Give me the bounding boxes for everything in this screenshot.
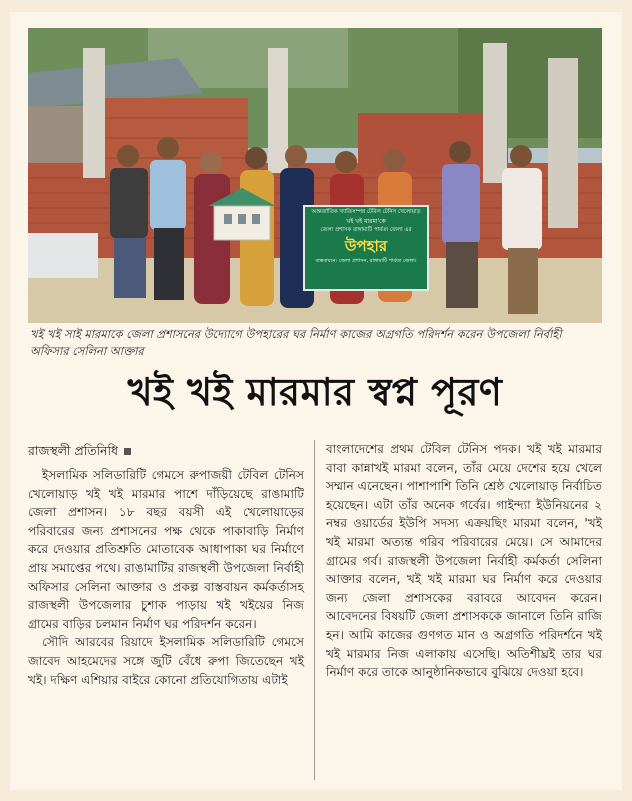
paragraph: সৌদি আরবের রিয়াদে ইসলামিক সলিডারিটি গেমসে জাবেদ আহমেদের সঙ্গে জুটি বেঁধে রুপা জিতেছেন খই খই। দক্ষিণ এশিয়ার বাইরে কোনো প্রতিযোগিতায় এটাই xyxy=(28,635,304,687)
square-bullet-icon xyxy=(124,448,131,455)
headline: খই খই মারমার স্বপ্ন পূরণ xyxy=(127,369,503,414)
article-column-left xyxy=(28,440,304,689)
paragraph: ইসলামিক সলিডারিটি গেমসে রুপাজয়ী টেবিল টেনিস খেলোয়াড় খই খই মারমার পাশে দাঁড়িয়েছে রাঙামাটি জেলা প্রশাসন। ১৮ বছর বয়সী এই খেলোয়াড়ের পরিবারের জন্য প্রশাসনের পক্ষ থেকে পাকাবাড়ি নির্মাণ করে দেওয়ার প্রতিশ্রুতি মোতাবেক আধাপাকা ঘর নির্মাণে প্রায় সমাপ্তের পথে। রাঙামাটির রাজস্থলী উপজেলা নির্বাহী অফিসার সেলিনা আক্তার ও প্রকল্প বাস্তবায়ন কর্মকর্তাসহ রাজস্থলী উপজেলার চুশাক পাড়ায় খই খইয়ের নিজ গ্রামের বাড়ির চলমান নির্মাণ ঘর পরিদর্শন করেন। xyxy=(28,468,304,631)
sign-line-2: খই খই মারমা'কে xyxy=(346,218,386,225)
byline-text: রাজস্থলী প্রতিনিধি xyxy=(28,443,118,458)
sign-line-3: জেলা প্রশাসক রাঙ্গামাটি পার্বত্য জেলা এর xyxy=(320,227,412,233)
sign-line-1: আন্তর্জাতিক খ্যাতিসম্পন্ন টেবিল টেনিস খেলোয়াড় xyxy=(311,209,421,215)
sign-title: উপহার xyxy=(344,237,388,255)
column-divider xyxy=(314,440,315,780)
byline xyxy=(28,440,304,462)
paragraph: বাংলাদেশের প্রথম টেবিল টেনিস পদক। খই খই মারমার বাবা কান্নাখই মারমা বলেন, তাঁর মেয়ে দেশের হয়ে খেলে সম্মান এনেছেন। পাশাপাশি তিনি শ্রেষ্ঠ খেলোয়াড় নির্বাচিত হয়েছেন। এটা তাঁর অনেক গর্বের। গাইন্দ্যা ইউনিয়নের ২ নম্বর ওয়ার্ডের ইউপি সদস্য এক্রয়ছিং মারমা বলেন, 'খই খই মারমা অত্যন্ত গরিব পরিবারের মেয়ে। সে আমাদের গ্রামের গর্ব। রাজস্থলী উপজেলা নির্বাহী কর্মকর্তা সেলিনা আক্তার বলেন, খই খই মারমা ঘর নির্মাণ করে দেওয়ার জন্য জেলা প্রশাসকের বরাবরে আবেদন করেন। আবেদনের বিষয়টি জেলা প্রশাসককে জানালে তিনি রাজি হন। আমি কাজের গুণগত মান ও অগ্রগতি পরিদর্শনে খই খই মারমার নিজ এলাকায় এসেছি। অতিশীঘ্রই তার ঘর নির্মাণ করে তাকে আনুষ্ঠানিকভাবে বুঝিয়ে দেওয়া হবে। xyxy=(326,442,602,680)
sign-line-4: বাস্তবায়নে: জেলা প্রশাসন, রাঙ্গামাটি পার্বত্য জেলা। xyxy=(315,258,417,264)
news-photo xyxy=(28,28,602,323)
photo-caption: খই খই সাই মারমাকে জেলা প্রশাসনের উদ্যোগে উপহারের ঘর নির্মাণ কাজের অগ্রগতি পরিদর্শন করেন উপজেলা নির্বাহী অফিসার সেলিনা আক্তার xyxy=(30,327,562,358)
article-column-right xyxy=(326,440,602,682)
gift-signboard xyxy=(306,208,426,288)
